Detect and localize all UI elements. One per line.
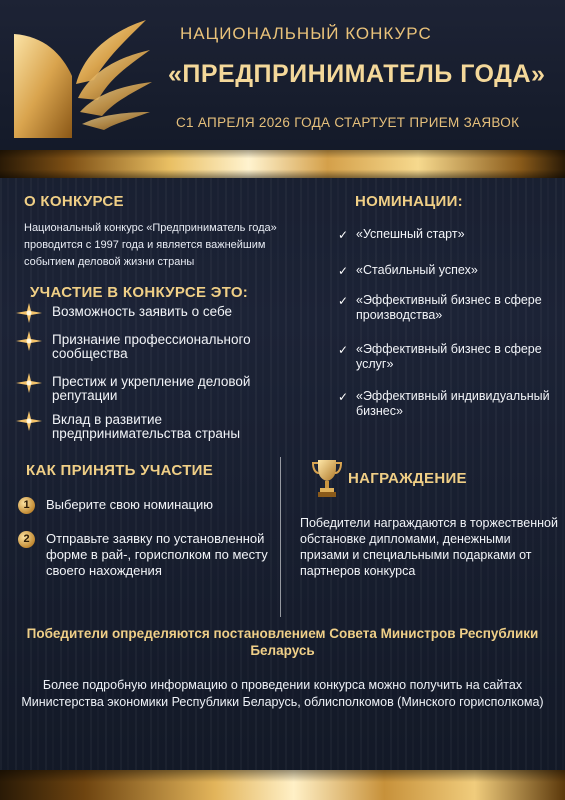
nomination-item (338, 342, 560, 372)
about-title: О КОНКУРСЕ (24, 193, 124, 210)
award-text: Победители награждаются в торжественной обстановке дипломами, денежными призами и специальными подарками от партнеров конкурса (300, 516, 558, 578)
sparkle-icon (16, 303, 42, 323)
step-number: 1 (18, 497, 35, 514)
participation-item-label: Признание профессионального сообщества (52, 332, 251, 361)
header (0, 0, 565, 150)
nomination-label: «Стабильный успех» (356, 263, 478, 277)
nomination-item (338, 227, 465, 242)
participation-item (14, 333, 304, 361)
step-number: 2 (18, 531, 35, 548)
check-icon: ✓ (338, 228, 349, 242)
participation-item-label: Возможность заявить о себе (52, 304, 233, 319)
participation-item-label: Престиж и укрепление деловой репутации (52, 374, 251, 403)
nomination-label: «Успешный старт» (356, 227, 465, 241)
nominations-title: НОМИНАЦИИ: (355, 193, 463, 210)
golden-wings-logo (14, 14, 154, 138)
gold-band-top (0, 150, 565, 178)
nomination-item (338, 389, 560, 419)
nomination-label: «Эффективный индивидуальный бизнес» (356, 389, 550, 418)
check-icon: ✓ (338, 264, 349, 278)
start-date-notice: С1 АПРЕЛЯ 2026 ГОДА СТАРТУЕТ ПРИЕМ ЗАЯВОК (176, 115, 520, 130)
participation-item-label: Вклад в развитие предпринимательства страны (52, 412, 241, 441)
step-text: Отправьте заявку по установленной форме в рай-, горисполком по месту своего нахождения (46, 531, 268, 578)
trophy-icon (312, 458, 342, 498)
participation-item (14, 375, 304, 403)
contest-title: «ПРЕДПРИНИМАТЕЛЬ ГОДА» (168, 60, 546, 88)
more-info: Более подробную информацию о проведении конкурса можно получить на сайтах Министерства экономики Республики Беларусь, облисполкомов (Минского горисполкома) (21, 678, 544, 709)
sparkle-icon (16, 331, 42, 351)
step-item (18, 497, 301, 513)
step-item (18, 531, 301, 579)
gold-band-bottom (0, 770, 565, 800)
winners-notice: Победители определяются постановлением Совета Министров Республики Беларусь (26, 626, 539, 658)
check-icon: ✓ (338, 294, 349, 308)
nomination-item (338, 263, 478, 278)
nomination-label: «Эффективный бизнес в сфере производства» (356, 293, 542, 322)
about-text: Национальный конкурс «Предприниматель года» проводится с 1997 года и является важнейшим событием деловой жизни страны (24, 222, 277, 268)
participation-title: УЧАСТИЕ В КОНКУРСЕ ЭТО: (30, 284, 249, 301)
sparkle-icon (16, 373, 42, 393)
check-icon: ✓ (338, 343, 349, 357)
nomination-label: «Эффективный бизнес в сфере услуг» (356, 342, 542, 371)
step-text: Выберите свою номинацию (46, 497, 214, 512)
nomination-item (338, 293, 560, 323)
participation-item (14, 305, 232, 319)
award-title: НАГРАЖДЕНИЕ (348, 470, 467, 487)
check-icon: ✓ (338, 390, 349, 404)
participation-item (14, 413, 304, 441)
contest-subtitle: НАЦИОНАЛЬНЫЙ КОНКУРС (180, 24, 432, 43)
how-to-title: КАК ПРИНЯТЬ УЧАСТИЕ (26, 462, 214, 479)
sparkle-icon (16, 411, 42, 431)
